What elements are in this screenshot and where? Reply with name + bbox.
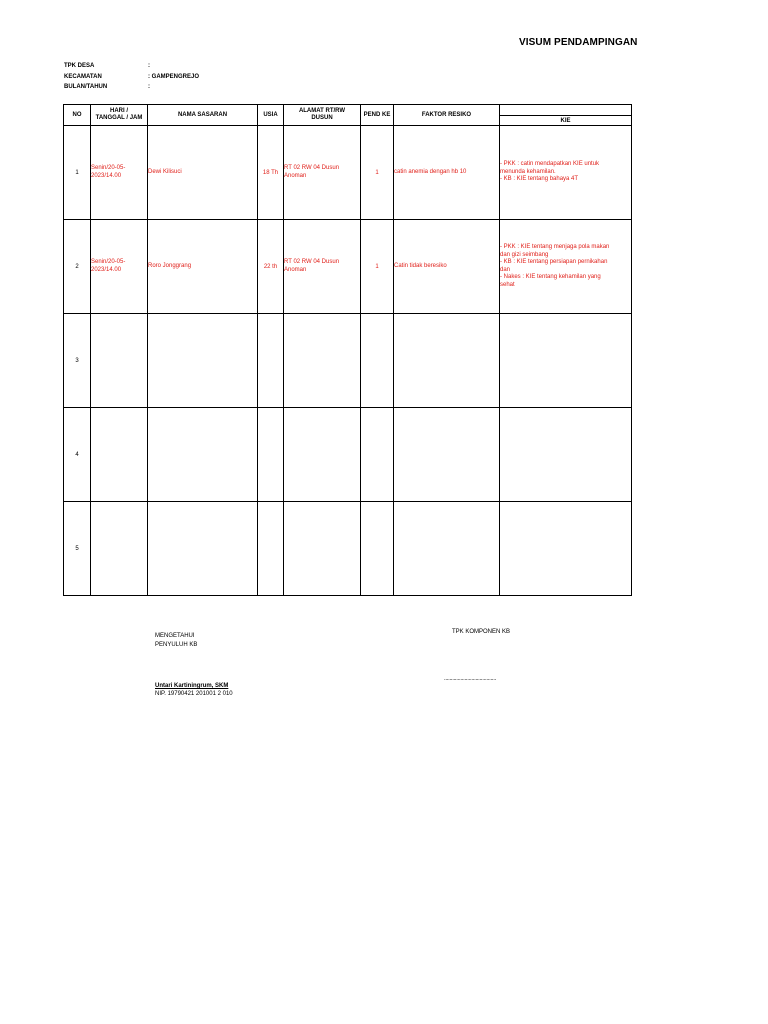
kie-line: dan (500, 266, 511, 273)
tanggal-line: 2023/14.00 (91, 172, 122, 179)
cell-usia (258, 408, 284, 502)
cell-faktor (394, 314, 500, 408)
header-pend: PEND KE (361, 105, 394, 126)
cell-usia: 22 th (258, 220, 284, 314)
cell-kie (500, 314, 632, 408)
cell-usia: 18 Th (258, 126, 284, 220)
meta-label: KECAMATAN (64, 73, 102, 80)
table-row (64, 126, 632, 220)
cell-pend (361, 408, 394, 502)
header-alamat-l2: DUSUN (311, 115, 333, 121)
kie-line: dan gizi seimbang (500, 251, 549, 258)
cell-no: 1 (64, 126, 91, 220)
cell-faktor: Catin tidak beresiko (394, 220, 500, 314)
tanggal-line: Senin/20-05- (91, 259, 126, 265)
kie-line: sehat (500, 281, 515, 288)
cell-pend (361, 502, 394, 596)
header-no: NO (64, 105, 91, 126)
cell-usia (258, 502, 284, 596)
cell-tanggal (91, 502, 148, 596)
cell-no: 4 (64, 408, 91, 502)
kie-line: - KB : KIE tentang persiapan pernikahan (500, 259, 608, 265)
meta-value: : (148, 63, 150, 69)
mengetahui-label: MENGETAHUI (155, 633, 195, 639)
cell-alamat (284, 502, 361, 596)
table-row (64, 314, 632, 408)
tanggal-line: Senin/20-05- (91, 165, 126, 171)
meta-value: : (148, 84, 150, 90)
signature-dots: ...................................... (444, 676, 496, 682)
cell-no: 2 (64, 220, 91, 314)
header-kie: KIE (500, 116, 632, 126)
header-alamat-l1: ALAMAT RT/RW (298, 107, 346, 114)
cell-tanggal (91, 408, 148, 502)
cell-no: 3 (64, 314, 91, 408)
meta-block (64, 61, 199, 93)
cell-no: 5 (64, 502, 91, 596)
header-tanggal: TANGGAL / JAM (95, 115, 143, 121)
meta-row-bulan-tahun (64, 82, 199, 93)
table-row (64, 220, 632, 314)
cell-nama (148, 408, 258, 502)
penyuluh-label: PENYULUH KB (155, 641, 198, 648)
table-row (64, 502, 632, 596)
alamat-line: RT 02 RW 04 Dusun (284, 259, 340, 265)
cell-kie (500, 220, 632, 314)
cell-faktor: catin anemia dengan hb 10 (394, 126, 500, 220)
kie-line: - PKK : catin mendapatkan KIE untuk (500, 161, 600, 168)
cell-kie (500, 502, 632, 596)
cell-nama: Roro Jonggrang (148, 220, 258, 314)
tanggal-line: 2023/14.00 (91, 266, 122, 273)
signature-left (155, 632, 197, 649)
table-row (64, 408, 632, 502)
header-alamat (284, 105, 361, 126)
cell-kie (500, 408, 632, 502)
cell-usia (258, 314, 284, 408)
header-kie-top (500, 105, 632, 116)
alamat-line: Anoman (284, 266, 307, 273)
cell-nama (148, 314, 258, 408)
meta-value: : GAMPENGREJO (148, 73, 200, 80)
cell-pend: 1 (361, 220, 394, 314)
cell-tanggal (91, 314, 148, 408)
meta-label: BULAN/TAHUN (64, 84, 108, 90)
cell-pend: 1 (361, 126, 394, 220)
visum-table (63, 104, 632, 596)
header-usia: USIA (258, 105, 284, 126)
cell-nama (148, 502, 258, 596)
cell-nama: Dewi Kilisuci (148, 126, 258, 220)
cell-alamat (284, 220, 361, 314)
cell-faktor (394, 408, 500, 502)
header-faktor: FAKTOR RESIKO (394, 105, 500, 126)
tpk-komponen-label: TPK KOMPONEN KB (452, 629, 511, 635)
cell-tanggal (91, 220, 148, 314)
alamat-line: RT 02 RW 04 Dusun (284, 165, 340, 171)
header-hari-tanggal (91, 105, 148, 126)
signatory-name: Untari Kartiningrum, SKM (155, 683, 229, 689)
meta-row-tpk-desa (64, 61, 199, 72)
alamat-line: Anoman (284, 172, 307, 179)
cell-faktor (394, 502, 500, 596)
cell-tanggal (91, 126, 148, 220)
cell-pend (361, 314, 394, 408)
header-hari: HARI / (110, 107, 128, 114)
meta-label: TPK DESA (64, 63, 95, 69)
meta-row-kecamatan (64, 72, 199, 83)
header-nama: NAMA SASARAN (148, 105, 258, 126)
cell-alamat (284, 126, 361, 220)
signatory-nip: NIP. 19790421 201001 2 010 (155, 691, 233, 697)
kie-line: - PKK : KIE tentang menjaga pola makan (500, 244, 610, 250)
kie-line: - Nakes : KIE tentang kehamilan yang (500, 274, 601, 280)
document-title: VISUM PENDAMPINGAN (519, 37, 638, 48)
cell-alamat (284, 408, 361, 502)
kie-line: menunda kehamilan. (500, 168, 556, 175)
cell-kie (500, 126, 632, 220)
kie-line: - KB : KIE tentang bahaya 4T (500, 176, 579, 183)
cell-alamat (284, 314, 361, 408)
